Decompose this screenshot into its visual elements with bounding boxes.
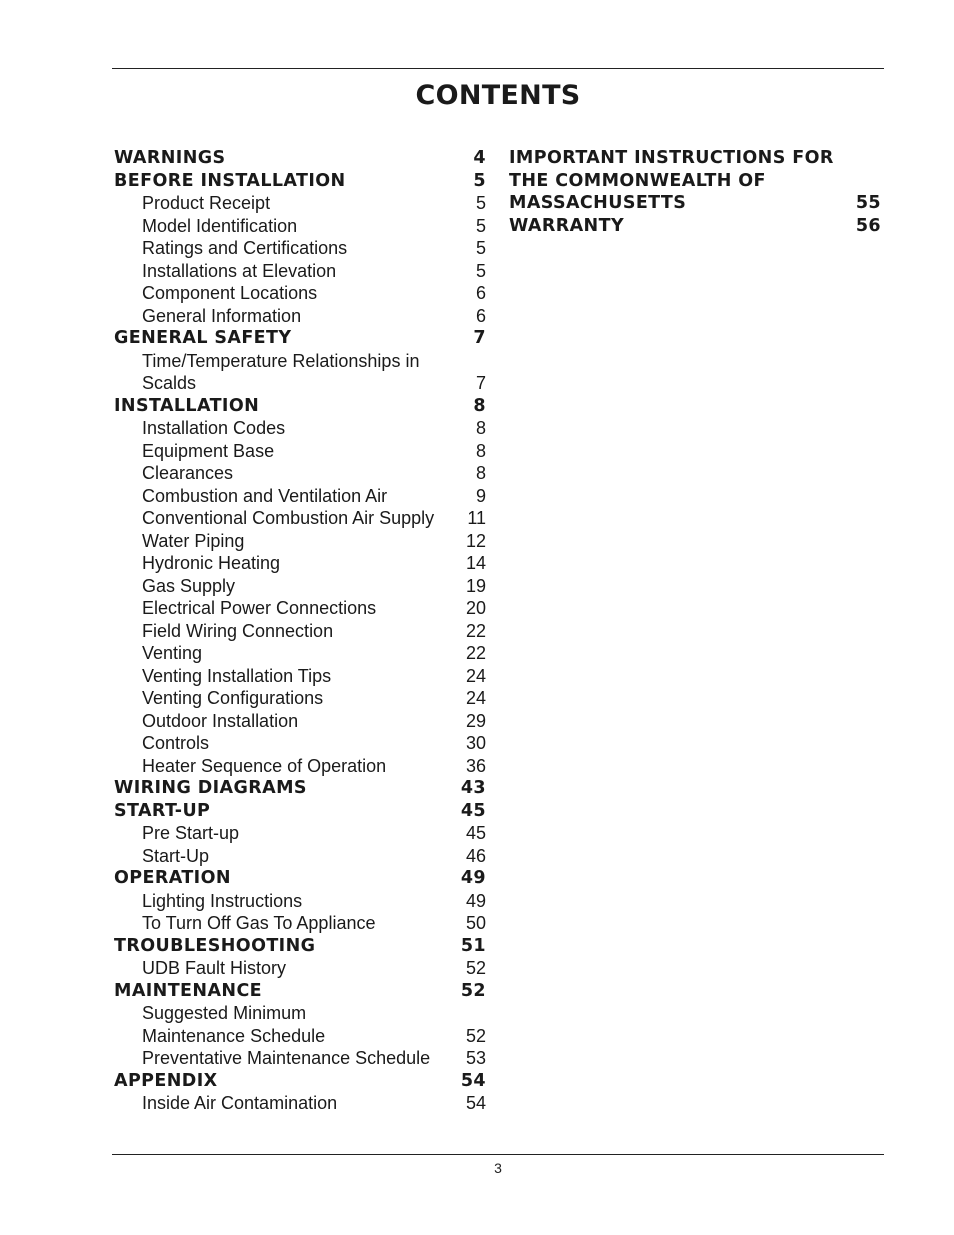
toc-entry-page: 50 [465, 913, 486, 933]
toc-subsection-entry [114, 642, 486, 665]
toc-subsection-entry [114, 687, 486, 710]
toc-subsection-entry [114, 1002, 486, 1025]
toc-entry-page: 20 [465, 598, 486, 618]
toc-entry-title: WIRING DIAGRAMS [114, 778, 307, 798]
toc-subsection-entry [114, 530, 486, 553]
toc-entry-title: TROUBLESHOOTING [114, 935, 316, 956]
toc-subsection-entry [114, 215, 486, 238]
toc-entry-title: WARNINGS [114, 148, 226, 168]
toc-subsection-entry [114, 552, 486, 575]
toc-entry-page: 8 [475, 418, 486, 438]
bottom-rule [112, 1154, 884, 1155]
toc-entry-page: 45 [460, 800, 486, 821]
toc-entry-title: Preventative Maintenance Schedule [142, 1048, 431, 1068]
toc-entry-page: 8 [475, 463, 486, 483]
toc-entry-page: 4 [473, 148, 486, 168]
page-title: CONTENTS [415, 80, 581, 111]
toc-entry-page: 9 [475, 485, 486, 506]
toc-entry-title: START-UP [114, 800, 211, 821]
toc-entry-title: Start-Up [142, 845, 210, 866]
toc-entry-title: WARRANTY [509, 215, 625, 236]
toc-entry-title: MAINTENANCE [114, 980, 263, 1001]
toc-entry-title: Suggested Minimum [142, 1003, 307, 1023]
toc-subsection-entry [114, 260, 486, 283]
toc-subsection-entry [114, 507, 486, 530]
toc-entry-title: Product Receipt [142, 193, 271, 213]
toc-entry-title: Gas Supply [142, 575, 236, 596]
toc-subsection-entry [114, 1092, 486, 1115]
toc-subsection-entry [114, 822, 486, 845]
toc-entry-title: Clearances [142, 463, 234, 483]
toc-entry-title: Venting [142, 643, 203, 663]
toc-entry-page: 30 [465, 733, 486, 753]
toc-subsection-entry [114, 575, 486, 598]
toc-entry-title: Model Identification [142, 215, 298, 236]
toc-subsection-entry [114, 597, 486, 620]
toc-subsection-entry [114, 1047, 486, 1070]
toc-entry-page: 46 [465, 845, 486, 866]
toc-entry-title: Installation Codes [142, 418, 286, 438]
toc-subsection-entry [114, 710, 486, 733]
toc-subsection-entry [114, 192, 486, 215]
toc-entry-page: 49 [465, 890, 486, 911]
toc-entry-page: 54 [460, 1070, 486, 1091]
toc-entry-page: 7 [473, 328, 486, 348]
toc-entry-page: 52 [465, 958, 486, 978]
toc-section-entry [114, 147, 486, 170]
toc-entry-title: Inside Air Contamination [142, 1093, 338, 1113]
toc-right-column [509, 147, 881, 237]
toc-entry-title: To Turn Off Gas To Appliance [142, 913, 376, 933]
toc-subsection-entry [114, 440, 486, 463]
toc-section-entry [114, 800, 486, 823]
toc-entry-title: Time/Temperature Relationships in [142, 350, 420, 371]
toc-subsection-entry [114, 485, 486, 508]
toc-entry-title: UDB Fault History [142, 958, 287, 978]
toc-entry-page: 11 [467, 508, 486, 528]
toc-entry-page: 6 [475, 283, 486, 303]
toc-section-entry [114, 1070, 486, 1093]
toc-entry-page: 53 [465, 1048, 486, 1068]
toc-subsection-entry [114, 372, 486, 395]
toc-entry-title: Installations at Elevation [142, 260, 337, 281]
page-number: 3 [494, 1160, 502, 1176]
toc-entry-title: Lighting Instructions [142, 890, 303, 911]
toc-entry-page: 54 [465, 1093, 486, 1113]
toc-section-entry [114, 777, 486, 800]
toc-subsection-entry [114, 890, 486, 913]
toc-entry-title: Heater Sequence of Operation [142, 755, 387, 776]
toc-entry-title: Pre Start-up [142, 823, 240, 843]
toc-entry-page: 5 [475, 238, 486, 258]
toc-subsection-entry [114, 620, 486, 643]
toc-entry-page: 55 [855, 193, 881, 213]
toc-subsection-entry [114, 417, 486, 440]
toc-subsection-entry [114, 305, 486, 328]
toc-entry-title: IMPORTANT INSTRUCTIONS FOR [509, 148, 834, 168]
toc-subsection-entry [114, 1025, 486, 1048]
toc-section-entry [114, 327, 486, 350]
toc-entry-title: APPENDIX [114, 1070, 218, 1091]
toc-entry-title: Hydronic Heating [142, 553, 281, 573]
toc-entry-page: 36 [465, 755, 486, 776]
toc-entry-title: General Information [142, 305, 302, 326]
toc-subsection-entry [114, 845, 486, 868]
toc-entry-page: 43 [460, 778, 486, 798]
toc-subsection-entry [114, 665, 486, 688]
toc-entry-title: Venting Installation Tips [142, 665, 332, 686]
toc-entry-page: 51 [460, 935, 486, 956]
toc-entry-page: 5 [475, 260, 486, 281]
toc-section-entry [114, 395, 486, 418]
toc-section-entry [114, 867, 486, 890]
toc-section-entry [114, 170, 486, 193]
toc-entry-page: 49 [460, 868, 486, 888]
top-rule [112, 68, 884, 69]
toc-section-entry [509, 170, 881, 193]
toc-entry-title: MASSACHUSETTS [509, 193, 687, 213]
toc-subsection-entry [114, 957, 486, 980]
toc-entry-title: Equipment Base [142, 440, 275, 461]
toc-entry-title: GENERAL SAFETY [114, 328, 292, 348]
toc-entry-page: 6 [475, 305, 486, 326]
toc-entry-title: THE COMMONWEALTH OF [509, 170, 766, 191]
toc-entry-title: INSTALLATION [114, 395, 260, 416]
toc-section-entry [114, 980, 486, 1003]
toc-entry-title: Field Wiring Connection [142, 620, 334, 641]
toc-entry-title: Water Piping [142, 530, 245, 551]
toc-entry-page: 24 [465, 665, 486, 686]
toc-subsection-entry [114, 462, 486, 485]
toc-entry-title: Conventional Combustion Air Supply [142, 508, 435, 528]
toc-section-entry [509, 215, 881, 238]
toc-subsection-entry [114, 282, 486, 305]
toc-left-column [114, 147, 486, 1115]
toc-entry-title: OPERATION [114, 868, 231, 888]
toc-entry-page: 56 [855, 215, 881, 236]
toc-subsection-entry [114, 732, 486, 755]
toc-entry-title: Maintenance Schedule [142, 1025, 326, 1046]
toc-entry-title: Component Locations [142, 283, 318, 303]
toc-entry-title: Outdoor Installation [142, 710, 299, 731]
toc-entry-title: Scalds [142, 373, 197, 393]
toc-entry-page: 8 [475, 440, 486, 461]
toc-entry-page: 22 [465, 620, 486, 641]
toc-entry-page: 22 [465, 643, 486, 663]
toc-entry-page: 5 [475, 193, 486, 213]
toc-subsection-entry [114, 755, 486, 778]
toc-entry-page: 12 [465, 530, 486, 551]
toc-entry-page: 52 [465, 1025, 486, 1046]
toc-subsection-entry [114, 912, 486, 935]
toc-entry-page: 45 [465, 823, 486, 843]
toc-section-entry [509, 147, 881, 170]
toc-entry-page: 52 [460, 980, 486, 1001]
toc-section-entry [114, 935, 486, 958]
toc-entry-title: Combustion and Ventilation Air [142, 485, 388, 506]
toc-entry-page: 14 [465, 553, 486, 573]
toc-entry-page: 5 [475, 215, 486, 236]
toc-entry-title: Controls [142, 733, 210, 753]
toc-entry-page: 8 [473, 395, 486, 416]
toc-entry-page: 7 [475, 373, 486, 393]
toc-entry-page: 24 [465, 688, 486, 708]
toc-entry-title: Venting Configurations [142, 688, 324, 708]
toc-entry-page: 19 [465, 575, 486, 596]
toc-entry-page: 5 [473, 170, 486, 191]
toc-entry-title: BEFORE INSTALLATION [114, 170, 346, 191]
toc-section-entry [509, 192, 881, 215]
toc-subsection-entry [114, 350, 486, 373]
toc-entry-page: 29 [465, 710, 486, 731]
toc-subsection-entry [114, 237, 486, 260]
toc-entry-title: Electrical Power Connections [142, 598, 377, 618]
toc-entry-title: Ratings and Certifications [142, 238, 348, 258]
